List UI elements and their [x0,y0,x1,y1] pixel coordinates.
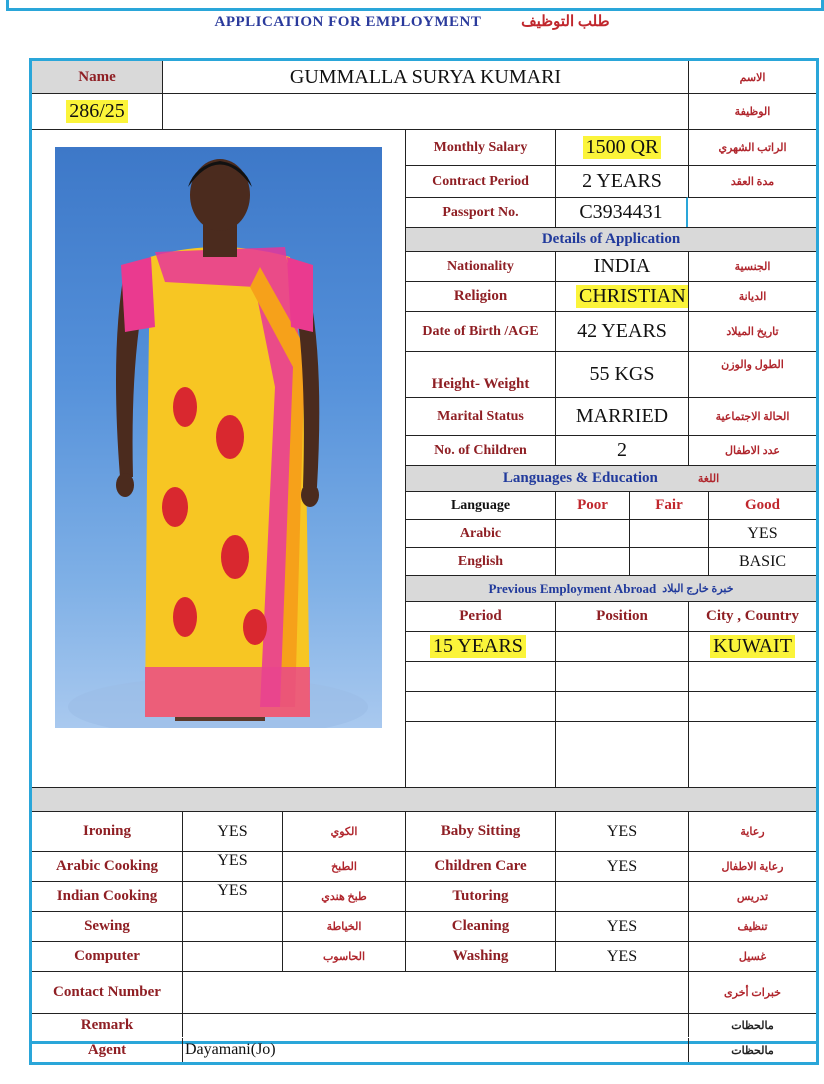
employment-period: 15 YEARS [430,635,526,658]
height-weight-label: Height- Weight [431,376,530,392]
passport-label-cell [405,197,555,227]
agent-arabic-cell [688,1038,816,1062]
language-english-label: English [457,553,504,569]
emp-row4-period [405,721,555,787]
cleaning-label: Cleaning [451,918,510,934]
children-care-arabic: رعاية الاطفال [721,861,784,873]
fair-col-header [629,491,708,519]
salary-label: Monthly Salary [433,139,528,155]
babysitting-value: YES [606,822,638,840]
employment-country: KUWAIT [710,635,795,658]
ref-cell [32,93,162,129]
name-arabic-cell [688,61,816,93]
tutoring-arabic: تدريس [736,891,769,903]
babysitting-arabic: رعاية [740,826,765,838]
good-col-label: Good [744,497,780,513]
children-care-arabic-cell [688,851,816,881]
employment-section-title: Previous Employment Abroad [488,580,657,596]
agent-name: Dayamani(Jo) [185,1041,276,1058]
emp-row4-city [688,721,816,787]
dob-label: Date of Birth /AGE [422,323,539,339]
washing-arabic: غسيل [738,951,767,963]
tutoring-label: Tutoring [452,888,509,904]
religion-arabic-cell [688,281,816,311]
babysitting-value-cell [555,811,688,851]
reference-number: 286/25 [66,100,128,123]
name-label-cell [32,61,162,93]
contact-label: Contact Number [53,984,161,1000]
babysitting-label: Baby Sitting [440,823,521,839]
arabic-cooking-label-cell [32,851,182,881]
ironing-value: YES [217,822,248,840]
washing-label-cell [405,941,555,971]
agent-label: Agent [87,1041,127,1058]
languages-section-title: Languages & Education [502,470,658,486]
cleaning-value: YES [606,917,638,935]
children-care-label-cell [405,851,555,881]
arabic-level: YES [747,524,778,542]
period-value-cell [405,631,555,661]
sewing-arabic: الخياطة [326,921,362,933]
remark-value-cell [182,1013,688,1037]
remark-label-cell [32,1013,182,1037]
computer-arabic: الحاسوب [322,951,366,963]
computer-label: Computer [74,948,140,964]
religion-value-cell [555,281,688,311]
children-value-cell [555,435,688,465]
nationality: INDIA [593,255,651,277]
arabic-lang-cell [405,519,555,547]
poor-col-label: Poor [577,497,608,513]
period-col-header [405,601,555,631]
children-arabic-cell [688,435,816,465]
dob-arabic: تاريخ الميلاد [726,326,779,338]
emp-row3-period [405,691,555,721]
applicant-name: GUMMALLA SURYA KUMARI [289,65,562,88]
employment-section-arabic: خبرة خارج البلاد [662,583,734,595]
contact-arabic-cell [688,971,816,1013]
emp-row3-position [555,691,688,721]
contract-arabic-cell [688,165,816,197]
sewing-label: Sewing [84,918,130,934]
fair-col-label: Fair [655,497,683,513]
emp-row2-city [688,661,816,691]
arabic-fair-cell [629,519,708,547]
cleaning-label-cell [405,911,555,941]
salary-arabic-cell [688,129,816,165]
passport-label: Passport No. [442,204,519,220]
period-col-label: Period [459,608,502,624]
ironing-arabic: الكوي [330,826,358,838]
children-count: 2 [617,439,627,461]
english-fair-cell [629,547,708,575]
age: 42 YEARS [577,320,667,342]
dob-label-cell [405,311,555,351]
washing-arabic-cell [688,941,816,971]
good-col-header [708,491,816,519]
contract-label: Contract Period [432,173,529,189]
indian-cooking-label-cell [32,881,182,911]
contract-arabic: مدة العقد [730,176,775,188]
weight: 55 KGS [589,363,655,385]
remark-arabic: مالحظات [731,1020,774,1032]
salary-arabic: الراتب الشهري [718,142,787,154]
marital-label: Marital Status [437,408,524,424]
babysitting-label-cell [405,811,555,851]
weight-value-cell [555,351,688,397]
english-poor-cell [555,547,629,575]
agent-value-cell [182,1038,688,1062]
marital-arabic: الحالة الاجتماعية [715,411,790,423]
tutoring-label-cell [405,881,555,911]
remark-label: Remark [80,1017,134,1033]
dob-arabic-cell [688,311,816,351]
nationality-label-cell [405,251,555,281]
skills-separator [32,787,816,811]
children-care-label: Children Care [434,858,527,874]
english-level: BASIC [738,552,787,570]
nationality-arabic: الجنسية [734,261,771,273]
salary-label-cell [405,129,555,165]
height-weight-arabic-cell [688,351,816,397]
cleaning-value-cell [555,911,688,941]
ironing-arabic-cell [282,811,405,851]
salary-value-cell [555,129,688,165]
contact-arabic: خبرات أخرى [724,987,781,999]
contact-label-cell [32,971,182,1013]
emp-row3-city [688,691,816,721]
passport-number: C3934431 [579,201,663,223]
city-col-label: City , Country [706,608,799,624]
title-english: APPLICATION FOR EMPLOYMENT [214,14,482,30]
arabic-cooking-value: YES [217,852,248,869]
nationality-value-cell [555,251,688,281]
arabic-cooking-arabic: الطبخ [331,861,357,873]
religion: CHRISTIAN [576,285,688,308]
cleaning-arabic: تنظيف [737,921,768,933]
emp-row2-period [405,661,555,691]
city-col-header [688,601,816,631]
top-frame [6,0,824,11]
sewing-value-cell [182,911,282,941]
ref-arabic-cell [688,93,816,129]
tutoring-arabic-cell [688,881,816,911]
indian-cooking-value: YES [217,882,248,899]
children-care-value-cell [555,851,688,881]
children-label: No. of Children [434,442,527,458]
computer-arabic-cell [282,941,405,971]
ironing-label-cell [32,811,182,851]
arabic-cooking-arabic-cell [282,851,405,881]
applicant-photo-illustration [55,147,382,728]
form-title [0,12,824,31]
marital-value-cell [555,397,688,435]
language-arabic-label: Arabic [459,525,502,541]
english-good-cell [708,547,816,575]
position-value-cell [555,631,688,661]
name-arabic: الاسم [739,71,766,84]
applicant-photo [55,147,382,728]
position-col-label: Position [596,608,648,624]
religion-label: Religion [453,288,508,304]
tutoring-value-cell [555,881,688,911]
nationality-arabic-cell [688,251,816,281]
height-weight-label-cell [405,351,555,397]
arabic-poor-cell [555,519,629,547]
agent-row [29,1038,819,1065]
passport-value-cell [555,197,688,227]
language-col-label: Language [450,497,511,513]
details-section-header [405,227,816,251]
name-value-cell [162,61,688,93]
dob-value-cell [555,311,688,351]
washing-label: Washing [452,948,509,964]
ironing-label: Ironing [82,823,132,839]
languages-section-header [405,465,816,491]
details-section-title: Details of Application [541,231,681,247]
height-weight-arabic: الطول والوزن [721,359,784,371]
contract-value-cell [555,165,688,197]
city-value-cell [688,631,816,661]
arabic-cooking-value-cell [182,851,282,881]
emp-row4-position [555,721,688,787]
contract-label-cell [405,165,555,197]
contract-period: 2 YEARS [582,170,662,192]
babysitting-arabic-cell [688,811,816,851]
indian-cooking-arabic: طبخ هندي [321,891,367,903]
poor-col-header [555,491,629,519]
sewing-arabic-cell [282,911,405,941]
agent-label-cell [32,1038,182,1062]
emp-row2-position [555,661,688,691]
washing-value: YES [606,947,638,965]
agent-arabic: مالحظات [731,1044,774,1057]
cleaning-arabic-cell [688,911,816,941]
english-lang-cell [405,547,555,575]
marital-status: MARRIED [575,405,669,427]
ironing-value-cell [182,811,282,851]
arabic-good-cell [708,519,816,547]
children-label-cell [405,435,555,465]
marital-arabic-cell [688,397,816,435]
indian-cooking-arabic-cell [282,881,405,911]
passport-arabic-cell [688,197,816,227]
arabic-cooking-label: Arabic Cooking [55,858,159,874]
language-col-header [405,491,555,519]
children-care-value: YES [606,857,638,875]
title-arabic: طلب التوظيف [521,14,610,30]
computer-label-cell [32,941,182,971]
employment-section-header [405,575,816,601]
languages-section-arabic: اللغة [697,473,720,485]
nationality-label: Nationality [447,258,514,274]
monthly-salary: 1500 QR [583,136,662,159]
computer-value-cell [182,941,282,971]
marital-label-cell [405,397,555,435]
indian-cooking-value-cell [182,881,282,911]
ref-arabic: الوظيفة [734,106,771,118]
children-arabic: عدد الاطفال [725,445,780,457]
washing-value-cell [555,941,688,971]
sewing-label-cell [32,911,182,941]
position-col-header [555,601,688,631]
religion-label-cell [405,281,555,311]
indian-cooking-label: Indian Cooking [56,888,158,904]
contact-value-cell [182,971,688,1013]
ref-blank-cell [162,93,688,129]
remark-arabic-cell [688,1013,816,1037]
name-label: Name [78,68,116,85]
religion-arabic: الديانة [738,291,767,303]
